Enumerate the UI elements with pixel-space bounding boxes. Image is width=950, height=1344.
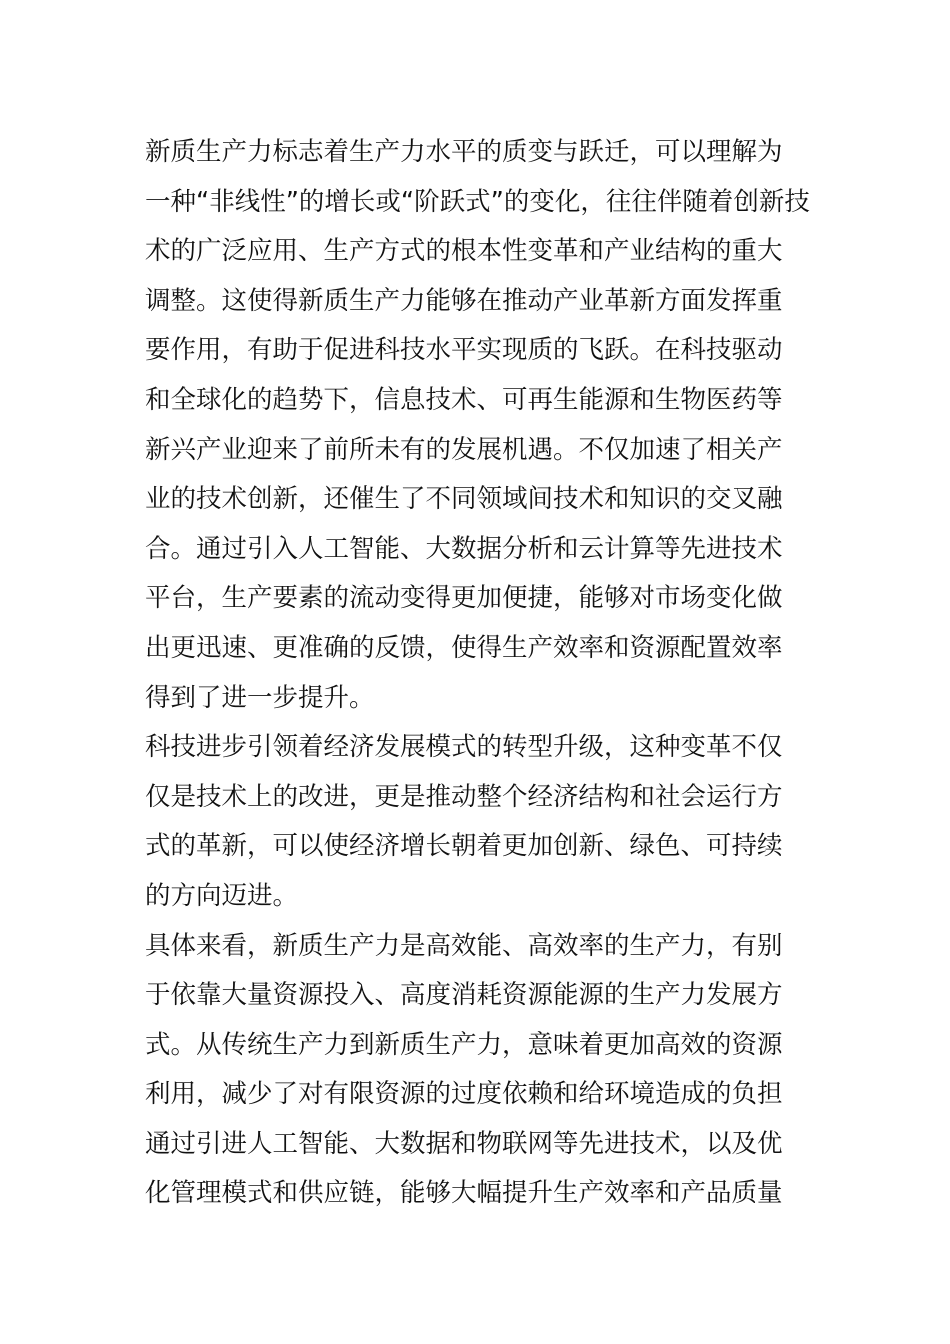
paragraph-1 <box>145 128 809 723</box>
text-line: 化管理模式和供应链，能够大幅提升生产效率和产品质量 <box>145 1178 783 1209</box>
text-line: 具体来看，新质生产力是高效能、高效率的生产力，有别 <box>145 930 783 961</box>
paragraph-2 <box>145 723 809 921</box>
text-line: 仅是技术上的改进，更是推动整个经济结构和社会运行方 <box>145 781 783 812</box>
text-line: 利用，减少了对有限资源的过度依赖和给环境造成的负担 <box>145 1079 783 1110</box>
text-line: 通过引进人工智能、大数据和物联网等先进技术，以及优 <box>145 1128 783 1159</box>
text-line: 平台，生产要素的流动变得更加便捷，能够对市场变化做 <box>145 583 783 614</box>
text-line: 业的技术创新，还催生了不同领域间技术和知识的交叉融 <box>145 484 783 515</box>
text-line: 于依靠大量资源投入、高度消耗资源能源的生产力发展方 <box>145 980 783 1011</box>
text-line: 式。从传统生产力到新质生产力，意味着更加高效的资源 <box>145 1029 783 1060</box>
text-line: 新兴产业迎来了前所未有的发展机遇。不仅加速了相关产 <box>145 434 783 465</box>
text-line: 术的广泛应用、生产方式的根本性变革和产业结构的重大 <box>145 236 783 267</box>
text-line: 得到了进一步提升。 <box>145 682 375 713</box>
document-body <box>145 128 809 1219</box>
text-line: 一种“非线性”的增长或“阶跃式”的变化，往往伴随着创新技 <box>145 186 810 217</box>
paragraph-3 <box>145 922 809 1220</box>
text-line: 的方向迈进。 <box>145 880 299 911</box>
text-line: 调整。这使得新质生产力能够在推动产业革新方面发挥重 <box>145 285 783 316</box>
text-line: 新质生产力标志着生产力水平的质变与跃迁，可以理解为 <box>145 137 783 167</box>
text-line: 出更迅速、更准确的反馈，使得生产效率和资源配置效率 <box>145 632 783 663</box>
text-line: 和全球化的趋势下，信息技术、可再生能源和生物医药等 <box>145 384 783 415</box>
text-line: 式的革新，可以使经济增长朝着更加创新、绿色、可持续 <box>145 831 783 862</box>
text-line: 科技进步引领着经济发展模式的转型升级，这种变革不仅 <box>145 732 783 763</box>
text-line: 要作用，有助于促进科技水平实现质的飞跃。在科技驱动 <box>145 335 783 366</box>
text-line: 合。通过引入人工智能、大数据分析和云计算等先进技术 <box>145 533 783 564</box>
